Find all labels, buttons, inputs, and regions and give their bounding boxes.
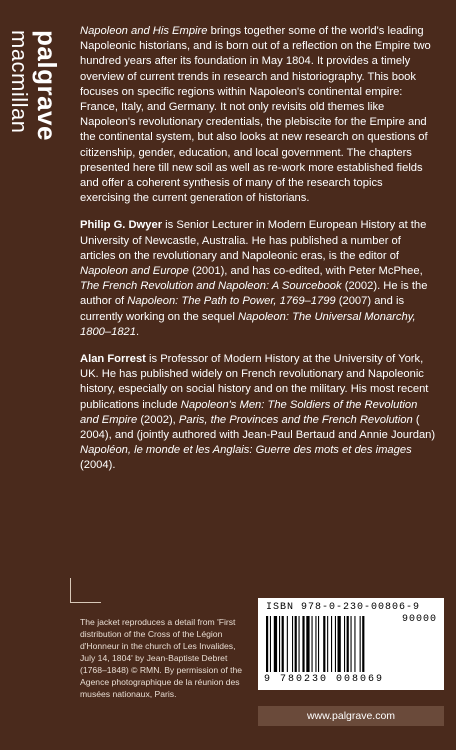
barcode-bar (295, 616, 297, 672)
bio-text: is Professor of Modern History at the University of York, UK. He has published widely on French revolutionary and Napoleonic history, especially on social history and on the military. His most recent publications include (80, 353, 429, 411)
barcode-bar (302, 616, 304, 672)
author-bio-dwyer (80, 218, 436, 340)
barcode-bar (292, 616, 293, 672)
barcode-bar (354, 616, 355, 672)
barcode-bar (287, 616, 288, 672)
bio-text: (2004). (80, 459, 116, 472)
barcode-bar (347, 616, 349, 672)
barcode-digits: 9 780230 008069 (264, 674, 385, 685)
bio-text: (2002). He is the author of (80, 280, 428, 308)
author-bio-forrest (80, 352, 436, 474)
barcode-bar (266, 616, 268, 672)
book-description (80, 24, 436, 206)
barcode-bar (331, 616, 332, 672)
barcode-bar (270, 616, 271, 672)
website-link[interactable]: www.palgrave.com (258, 706, 444, 726)
corner-frame-ornament (70, 578, 101, 603)
work-title: Paris, the Provinces and the French Revolution (178, 413, 413, 426)
logo-word-palgrave: palgrave (32, 30, 62, 141)
barcode-bar (315, 616, 316, 672)
barcode-bar (318, 616, 319, 672)
description-text: brings together some of the world's leading Napoleonic historians, and is born out of a reflection on the Empire two hundred years after its foundation in May 1804. It provides a timely overview of current trends in research and historiography. This book focuses on specific regions within Napoleon's continental empire: France, Italy, and Germany. It not only revisits old themes like Napoleon's revolutionary credentials, the plebiscite for the Empire and the continental system, but also looks at new research on questions of citizenship, gender, education, and local government. The chapters presented here till new soil as well as re-work more established fields and offer a coherent synthesis of many of the research topics exercising the current generation of historians. (80, 25, 431, 205)
barcode-bar (312, 616, 313, 672)
work-title: Napoléon, le monde et les Anglais: Guerre des mots et des images (80, 444, 412, 457)
isbn-label: ISBN 978-0-230-00806-9 (266, 602, 421, 613)
barcode-bar (282, 616, 284, 672)
bio-text: . (136, 325, 140, 338)
jacket-credit: The jacket reproduces a detail from 'First distribution of the Cross of the Légion d'Honneur in the church of Les Invalides, July 14, 1804' by Jean-Baptiste Debret (1768–1848) © RMN. By permission of the Agence photographique de la réunion des musées nationaux, Paris. (80, 617, 243, 699)
barcode-bar (362, 616, 364, 672)
barcode-bar (279, 616, 280, 672)
price-code: 90000 (402, 614, 438, 625)
author-name: Philip G. Dwyer (80, 219, 163, 232)
barcode-bar (306, 616, 309, 672)
isbn-barcode (258, 598, 444, 690)
book-title: Napoleon and His Empire (80, 25, 208, 37)
logo-word-macmillan: macmillan (7, 30, 32, 134)
back-cover-blurb (80, 24, 436, 486)
author-name: Alan Forrest (80, 353, 146, 366)
barcode-bar (323, 616, 325, 672)
bio-text: is Senior Lecturer in Modern European History at the University of Newcastle, Australia. He has published a number of articles on the revolutionary and Napoleonic eras, is the editor of (80, 219, 427, 262)
work-title: Napoleon: The Universal Monarchy, 1800–1821 (80, 310, 416, 338)
work-title: Napoleon's Men: The Soldiers of the Revolution and Empire (80, 398, 418, 426)
work-title: The French Revolution and Napoleon: A Sourcebook (80, 280, 342, 293)
barcode-bar (327, 616, 328, 672)
bio-text: ( 2004), and (jointly authored with Jean-Paul Bertaud and Annie Jourdan) (80, 413, 436, 442)
barcode-bar (338, 616, 341, 672)
bio-text: (2002), (137, 413, 179, 426)
barcode-bar (351, 616, 352, 672)
barcode-bar (299, 616, 300, 672)
barcode-bar (344, 616, 345, 672)
bio-text: (2007) and is currently working on the sequel (80, 295, 405, 323)
barcode-bar (360, 616, 361, 672)
barcode-bar (335, 616, 336, 672)
publisher-logo (0, 30, 64, 200)
work-title: Napoleon: The Path to Power, 1769–1799 (127, 295, 336, 308)
work-title: Napoleon and Europe (80, 265, 189, 278)
barcode-bars (264, 616, 394, 674)
barcode-bar (274, 616, 277, 672)
bio-text: (2001), and has co-edited, with Peter McPhee, (188, 265, 423, 278)
